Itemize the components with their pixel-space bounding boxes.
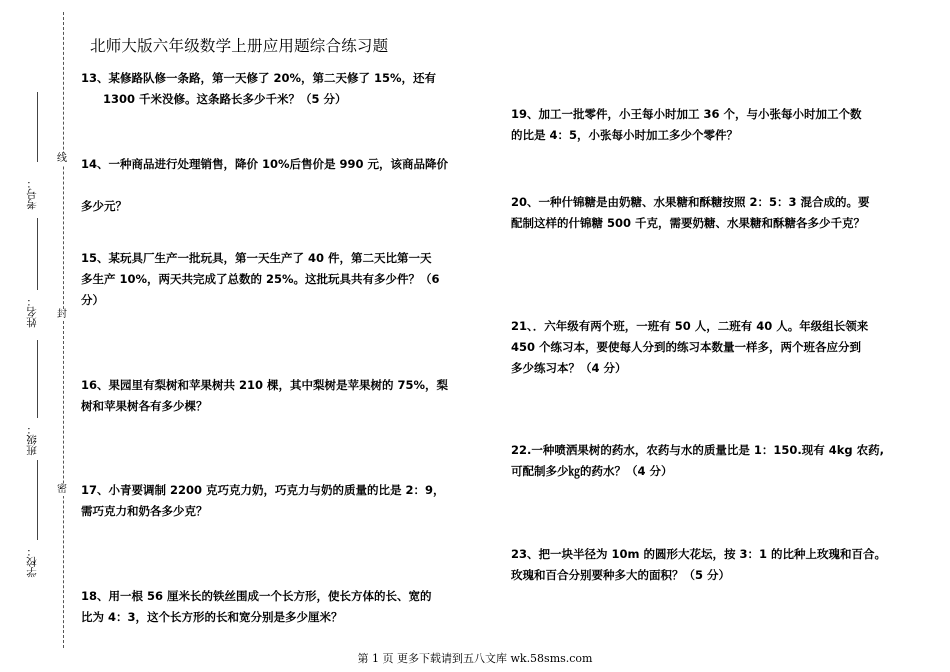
question-21-line-3: 多少练习本？（4 分） <box>511 361 627 375</box>
exam-number-blank <box>37 92 38 162</box>
question-18-line-1: 18、用一根 56 厘米长的铁丝围成一个长方形，使长方体的长、宽的 <box>81 589 432 603</box>
question-19-line-2: 的比是 4：5，小张每小时加工多少个零件？ <box>511 128 739 142</box>
question-13 <box>81 68 436 110</box>
question-19-line-1: 19、加工一批零件，小王每小时加工 36 个，与小张每小时加工个数 <box>511 107 862 121</box>
question-22-line-2: 可配制多少㎏的药水？（4 分） <box>511 464 673 478</box>
question-15-line-3: 分） <box>81 293 104 307</box>
binding-char-feng: 封 <box>57 309 67 320</box>
question-15 <box>81 248 440 311</box>
question-19 <box>511 104 862 146</box>
question-14-line-3: 多少元？ <box>81 199 127 213</box>
question-23 <box>511 544 886 586</box>
side-label-class: 班级： <box>26 424 38 456</box>
question-16-line-1: 16、果园里有梨树和苹果树共 210 棵，其中梨树是苹果树的 75%，梨 <box>81 378 449 392</box>
question-16-line-2: 树和苹果树各有多少棵？ <box>81 399 208 413</box>
side-label-exam-number: 考号： <box>26 178 38 210</box>
question-20-line-2: 配制这样的什锦糖 500 千克，需要奶糖、水果糖和酥糖各多少千克？ <box>511 216 866 230</box>
question-13-line-1: 13、某修路队修一条路，第一天修了 20%，第二天修了 15%，还有 <box>81 71 437 85</box>
question-23-line-2: 玫瑰和百合分别要种多大的面积？（5 分） <box>511 568 731 582</box>
question-20-line-1: 20、一种什锦糖是由奶糖、水果糖和酥糖按照 2：5：3 混合成的。要 <box>511 195 870 209</box>
question-22-line-1: 22.一种喷洒果树的药水，农药与水的质量比是 1：150.现有 4kg 农药, <box>511 443 885 457</box>
binding-dashed-line <box>63 12 64 648</box>
question-16 <box>81 375 448 417</box>
question-14-line-1: 14、一种商品进行处理销售，降价 10%后售价是 990 元，该商品降价 <box>81 157 449 171</box>
school-blank <box>37 460 38 540</box>
binding-char-xian: 线 <box>57 153 67 164</box>
question-23-line-1: 23、把一块半径为 10m 的圆形大花坛，按 3：1 的比种上玫瑰和百合。 <box>511 547 887 561</box>
question-14 <box>81 154 448 217</box>
question-21-line-1: 21、．六年级有两个班，一班有 50 人，二班有 40 人。年级组长领来 <box>511 319 869 333</box>
side-label-school: 学校： <box>26 546 38 578</box>
question-22 <box>511 440 884 482</box>
question-18-line-2: 比为 4：3，这个长方形的长和宽分别是多少厘米？ <box>81 610 343 624</box>
question-17-line-1: 17、小青要调制 2200 克巧克力奶，巧克力与奶的质量的比是 2：9， <box>81 483 445 497</box>
question-21 <box>511 316 868 379</box>
class-blank <box>37 340 38 418</box>
question-17 <box>81 480 445 522</box>
binding-char-mi: 密 <box>57 484 67 495</box>
question-20 <box>511 192 870 234</box>
name-blank <box>37 218 38 290</box>
question-13-line-2: 1300 千米没修。这条路长多少千米？（5 分） <box>103 92 347 106</box>
question-15-line-2: 多生产 10%，两天共完成了总数的 25%。这批玩具共有多少件？（6 <box>81 272 440 286</box>
question-15-line-1: 15、某玩具厂生产一批玩具，第一天生产了 40 件，第二天比第一天 <box>81 251 432 265</box>
side-label-name: 姓名： <box>26 296 38 328</box>
question-17-line-2: 需巧克力和奶各多少克？ <box>81 504 208 518</box>
page-footer: 第 1 页 更多下载请到五八文库 wk.58sms.com <box>357 652 593 665</box>
page-title: 北师大版六年级数学上册应用题综合练习题 <box>90 37 389 55</box>
question-21-line-2: 450 个练习本，要使每人分到的练习本数量一样多，两个班各应分到 <box>511 340 862 354</box>
question-18 <box>81 586 432 628</box>
question-14-line-2 <box>81 175 448 196</box>
